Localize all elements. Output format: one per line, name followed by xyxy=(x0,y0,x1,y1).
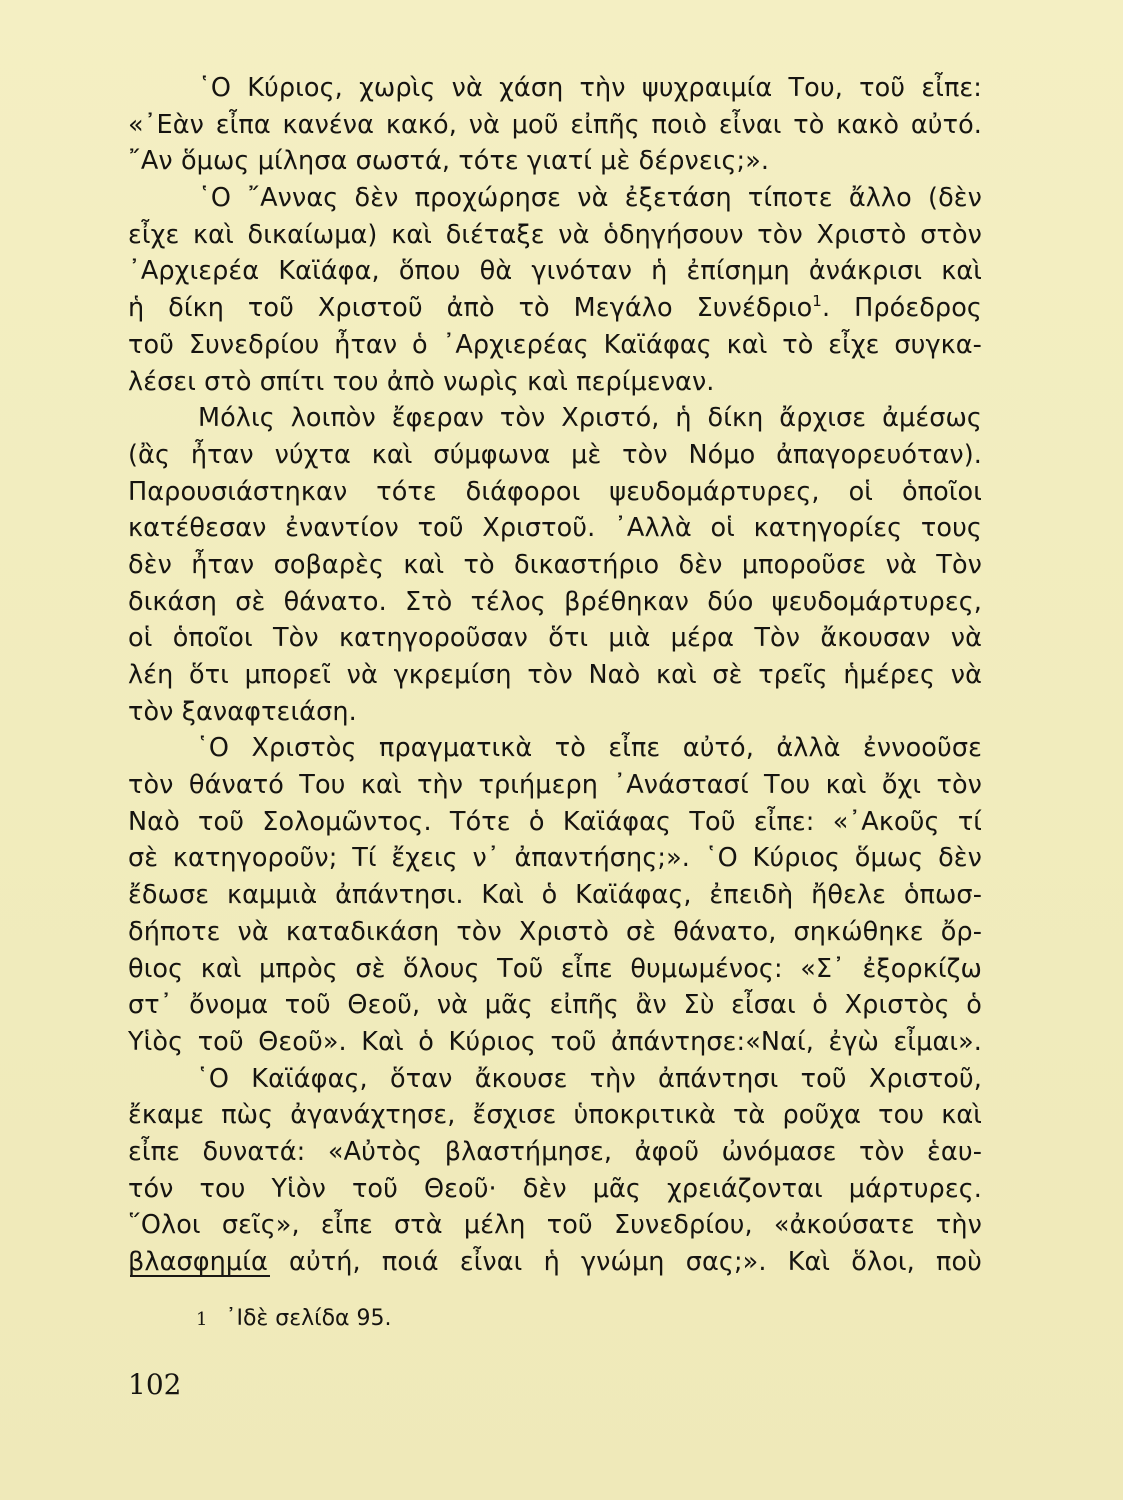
text-line: τοῦ Συνεδρίου ἦταν ὁ ᾿Αρχιερέας Καϊάφας καὶ τὸ εἶχε συγκα- xyxy=(128,329,982,360)
text-line: εἶχε καὶ δικαίωμα) καὶ διέταξε νὰ ὁδηγήσουν τὸν Χριστὸ στὸν xyxy=(128,219,982,250)
footnote-marker: 1 xyxy=(812,292,822,311)
text-line: (ἂς ἦταν νύχτα καὶ σύμφωνα μὲ τὸν Νόμο ἀπαγορευόταν). xyxy=(128,439,982,470)
text-line-with-footnote-ref xyxy=(128,290,982,327)
text-line: τὸν ξαναφτειάση. xyxy=(128,696,357,727)
text-line: «᾿Εὰν εἶπα κανένα κακό, νὰ μοῦ εἰπῆς ποιὸ εἶναι τὸ κακὸ αὐτό. xyxy=(128,109,982,140)
text-line: ῎Αν ὅμως μίλησα σωστά, τότε γιατί μὲ δέρνεις;». xyxy=(128,146,770,177)
text-line: Υἱὸς τοῦ Θεοῦ». Καὶ ὁ Κύριος τοῦ ἀπάντησε:«Ναί, ἐγὼ εἶμαι». xyxy=(128,1026,982,1057)
text-line: δὲν ἦταν σοβαρὲς καὶ τὸ δικαστήριο δὲν μποροῦσε νὰ Τὸν xyxy=(128,549,982,580)
footnote-text: ᾿Ιδὲ σελίδα 95. xyxy=(225,1306,392,1331)
text-line: ῞Ολοι σεῖς», εἶπε στὰ μέλη τοῦ Συνεδρίου, «ἀκούσατε τὴν xyxy=(128,1210,982,1241)
text-line: εἶπε δυνατά: «Αὐτὸς βλαστήμησε, ἀφοῦ ὠνόμασε τὸν ἑαυ- xyxy=(128,1136,982,1167)
text-line: ἔδωσε καμμιὰ ἀπάντησι. Καὶ ὁ Καϊάφας, ἐπειδὴ ἤθελε ὁπωσ- xyxy=(128,880,982,911)
text-line-part: ἡ δίκη τοῦ Χριστοῦ ἀπὸ τὸ Μεγάλο Συνέδριο xyxy=(128,293,813,324)
text-line: ῾Ο ῎Αννας δὲν προχώρησε νὰ ἐξετάση τίποτε ἄλλο (δὲν xyxy=(198,183,982,214)
text-line: δήποτε νὰ καταδικάση τὸν Χριστὸ σὲ θάνατο, σηκώθηκε ὄρ- xyxy=(128,916,982,947)
text-line: βλασφημία αὐτή, ποιά εἶναι ἡ γνώμη σας;». Καὶ ὅλοι, ποὺ xyxy=(128,1247,982,1277)
text-line: ῾Ο Χριστὸς πραγματικὰ τὸ εἶπε αὐτό, ἀλλὰ ἐννοοῦσε xyxy=(196,733,982,764)
text-line: Ναὸ τοῦ Σολομῶντος. Τότε ὁ Καϊάφας Τοῦ εἶπε: «᾿Ακοῦς τί xyxy=(128,806,982,837)
text-line: κατέθεσαν ἐναντίον τοῦ Χριστοῦ. ᾿Αλλὰ οἱ κατηγορίες τους xyxy=(128,513,982,544)
text-line: δικάση σὲ θάνατο. Στὸ τέλος βρέθηκαν δύο ψευδομάρτυρες, xyxy=(128,586,982,617)
text-line: ἔκαμε πὼς ἀγανάχτησε, ἔσχισε ὑποκριτικὰ τὰ ροῦχα του καὶ xyxy=(128,1100,982,1131)
text-line: τόν του Υἱὸν τοῦ Θεοῦ· δὲν μᾶς χρειάζονται μάρτυρες. xyxy=(128,1173,982,1204)
text-line: ᾿Αρχιερέα Καϊάφα, ὅπου θὰ γινόταν ἡ ἐπίσημη ἀνάκρισι καὶ xyxy=(128,256,982,287)
footnote-divider xyxy=(130,1275,270,1277)
text-line-part: . Πρόεδρος xyxy=(821,293,982,324)
text-line: ῾Ο Κύριος, χωρὶς νὰ χάση τὴν ψυχραιμία Του, τοῦ εἶπε: xyxy=(198,73,982,103)
text-line: ῾Ο Καϊάφας, ὅταν ἄκουσε τὴν ἀπάντησι τοῦ Χριστοῦ, xyxy=(196,1063,982,1094)
text-line: στ᾿ ὄνομα τοῦ Θεοῦ, νὰ μᾶς εἰπῆς ἂν Σὺ εἶσαι ὁ Χριστὸς ὁ xyxy=(128,990,982,1021)
text-line: λέσει στὸ σπίτι του ἀπὸ νωρὶς καὶ περίμεναν. xyxy=(128,366,715,397)
text-line: λέη ὅτι μπορεῖ νὰ γκρεμίση τὸν Ναὸ καὶ σὲ τρεῖς ἡμέρες νὰ xyxy=(128,660,982,690)
text-line: θιος καὶ μπρὸς σὲ ὅλους Τοῦ εἶπε θυμωμένος: «Σ᾿ ἐξορκίζω xyxy=(128,953,982,984)
footnote-number: 1 xyxy=(196,1309,208,1330)
text-line: σὲ κατηγοροῦν; Τί ἔχεις ν᾿ ἀπαντήσης;». ῾Ο Κύριος ὅμως δὲν xyxy=(128,843,982,874)
page-number: 102 xyxy=(128,1368,182,1401)
text-line: Παρουσιάστηκαν τότε διάφοροι ψευδομάρτυρες, οἱ ὁποῖοι xyxy=(128,476,982,507)
text-line: οἱ ὁποῖοι Τὸν κατηγοροῦσαν ὅτι μιὰ μέρα Τὸν ἄκουσαν νὰ xyxy=(128,623,982,654)
text-line: Μόλις λοιπὸν ἔφεραν τὸν Χριστό, ἡ δίκη ἄρχισε ἀμέσως xyxy=(198,403,982,434)
body-text xyxy=(128,70,982,1281)
text-line: τὸν θάνατό Του καὶ τὴν τριήμερη ᾿Ανάστασί Του καὶ ὄχι τὸν xyxy=(128,770,982,801)
footnote xyxy=(196,1306,392,1331)
